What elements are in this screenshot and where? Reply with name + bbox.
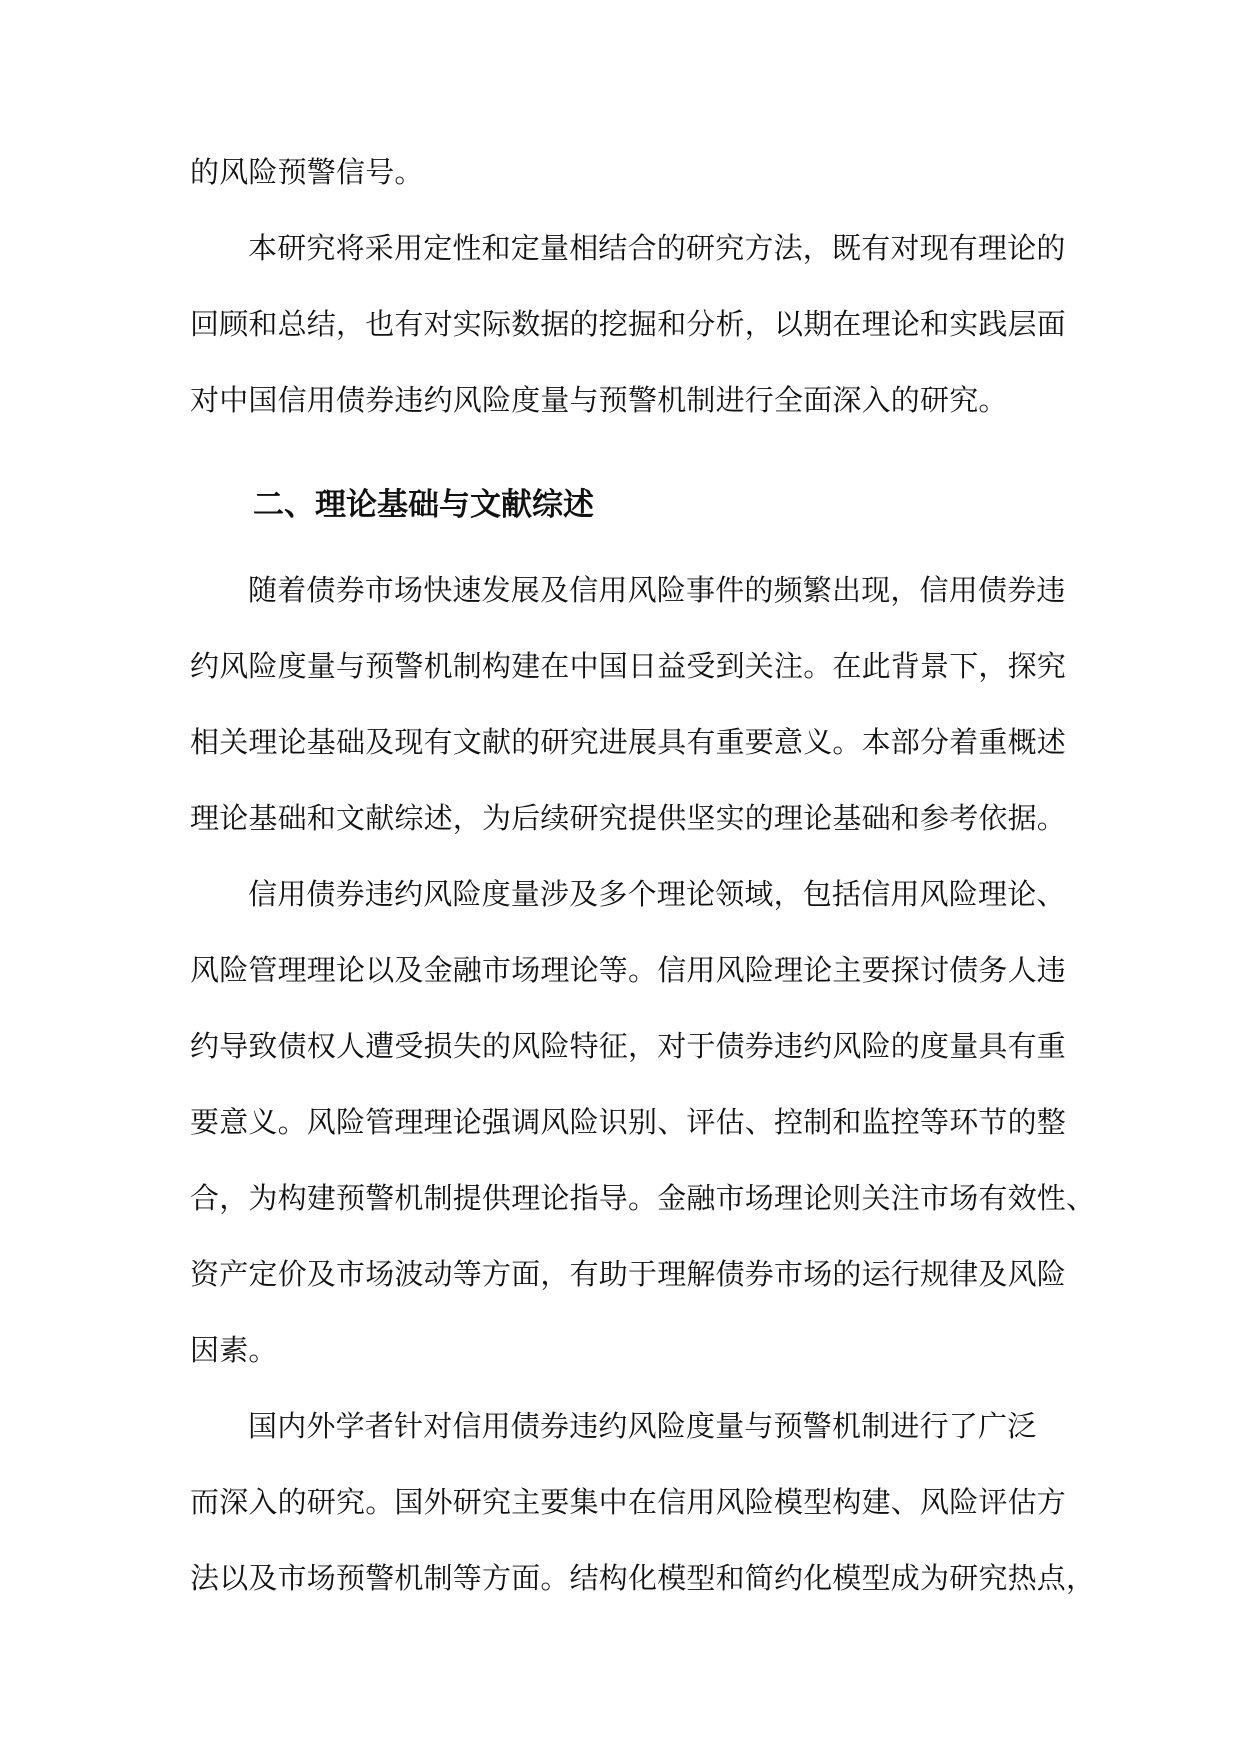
paragraph-line: 而深入的研究。国外研究主要集中在信用风险模型构建、风险评估方 <box>190 1485 1067 1519</box>
paragraph-line: 约风险度量与预警机制构建在中国日益受到关注。在此背景下，探究 <box>190 649 1067 683</box>
paragraph-line: 合，为构建预警机制提供理论指导。金融市场理论则关注市场有效性、 <box>190 1181 1096 1215</box>
paragraph-line: 约导致债权人遭受损失的风险特征，对于债券违约风险的度量具有重 <box>190 1029 1067 1063</box>
paragraph-line: 要意义。风险管理理论强调风险识别、评估、控制和监控等环节的整 <box>190 1105 1067 1139</box>
paragraph-line: 对中国信用债券违约风险度量与预警机制进行全面深入的研究。 <box>190 383 1008 417</box>
paragraph-line: 理论基础和文献综述，为后续研究提供坚实的理论基础和参考依据。 <box>190 801 1067 835</box>
section-heading: 二、理论基础与文献综述 <box>253 487 594 523</box>
paragraph-line: 国内外学者针对信用债券违约风险度量与预警机制进行了广泛 <box>248 1409 1037 1443</box>
paragraph-line: 风险管理理论以及金融市场理论等。信用风险理论主要探讨债务人违 <box>190 953 1067 987</box>
paragraph-line: 因素。 <box>190 1333 278 1367</box>
paragraph-line: 的风险预警信号。 <box>190 155 424 189</box>
paragraph-line: 资产定价及市场波动等方面，有助于理解债券市场的运行规律及风险 <box>190 1257 1067 1291</box>
paragraph-line: 本研究将采用定性和定量相结合的研究方法，既有对现有理论的 <box>248 231 1066 265</box>
paragraph-line: 信用债券违约风险度量涉及多个理论领域，包括信用风险理论、 <box>248 877 1066 911</box>
paragraph-line: 回顾和总结，也有对实际数据的挖掘和分析，以期在理论和实践层面 <box>190 307 1067 341</box>
paragraph-line: 相关理论基础及现有文献的研究进展具有重要意义。本部分着重概述 <box>190 725 1067 759</box>
paragraph-line: 法以及市场预警机制等方面。结构化模型和简约化模型成为研究热点， <box>190 1561 1096 1595</box>
paragraph-line: 随着债券市场快速发展及信用风险事件的频繁出现，信用债券违 <box>248 573 1066 607</box>
